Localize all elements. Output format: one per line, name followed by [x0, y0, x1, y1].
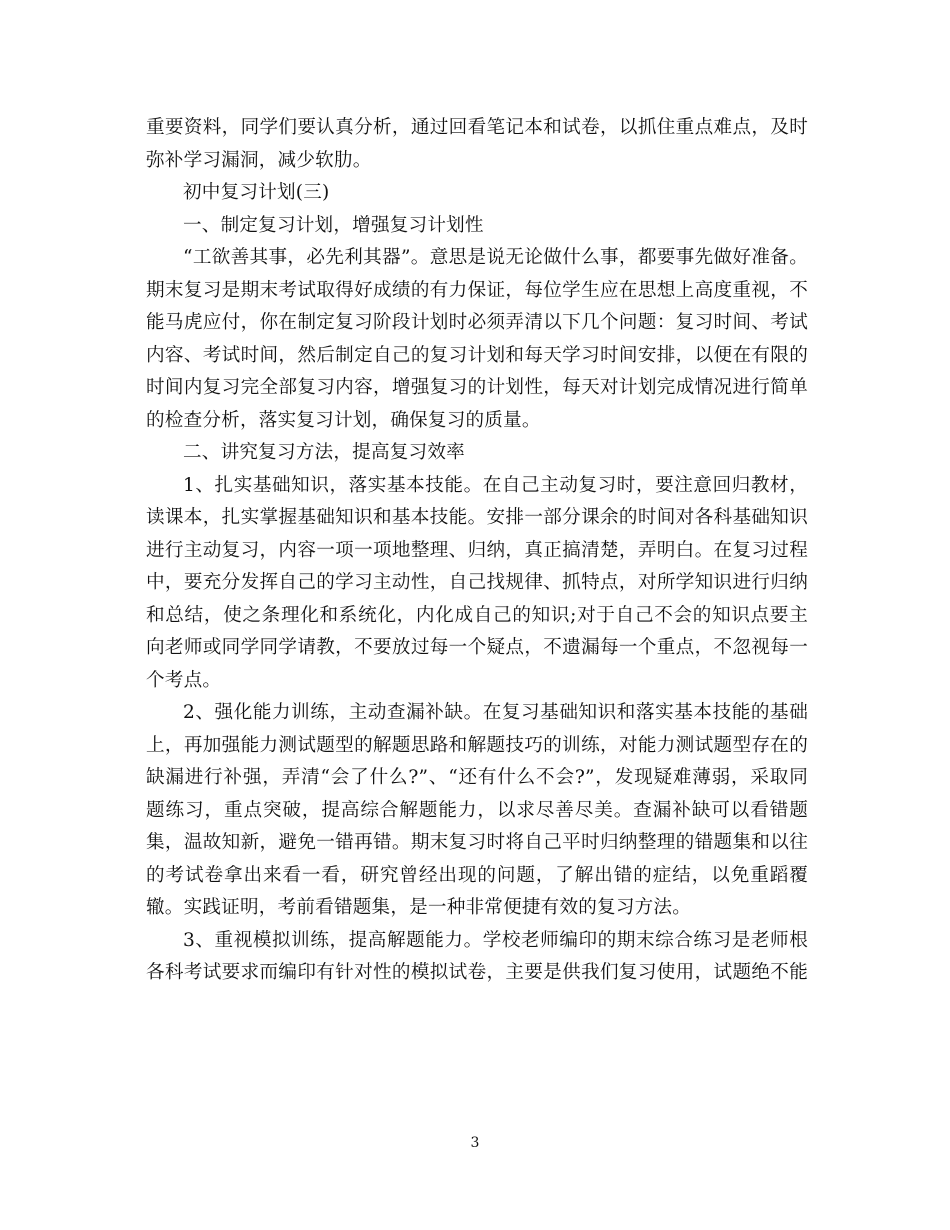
- text-line: 内容、考试时间，然后制定自己的复习计划和每天学习时间安排，以便在有限的: [146, 344, 808, 366]
- text-line: 二、讲究复习方法，提高复习效率: [183, 442, 465, 463]
- text-line: 上，再加强能力测试题型的解题思路和解题技巧的训练，对能力测试题型存在的: [146, 734, 808, 756]
- text-line: 2、强化能力训练，主动查漏补缺。在复习基础知识和落实基本技能的基础: [183, 702, 808, 723]
- text-line: 重要资料，同学们要认真分析，通过回看笔记本和试卷，以抓住重点难点，及时: [146, 117, 808, 138]
- text-line: 期末复习是期末考试取得好成绩的有力保证，每位学生应在思想上高度重视，不: [146, 279, 808, 301]
- text-line: 题练习，重点突破，提高综合解题能力，以求尽善尽美。查漏补缺可以看错题: [146, 799, 808, 821]
- text-line: 缺漏进行补强，弄清“会了什么?”、“还有什么不会?”，发现疑难薄弱，采取同: [146, 767, 808, 788]
- text-line: 和总结，使之条理化和系统化，内化成自己的知识;对于自己不会的知识点要主: [146, 604, 808, 626]
- text-line: 初中复习计划(三): [183, 182, 330, 203]
- text-line: 弥补学习漏洞，减少软肋。: [146, 149, 372, 171]
- text-line: 3、重视模拟训练，提高解题能力。学校老师编印的期末综合练习是老师根: [183, 929, 808, 951]
- text-line: “工欲善其事，必先利其器”。意思是说无论做什么事，都要事先做好准备。: [183, 247, 808, 268]
- text-line: 1、扎实基础知识，落实基本技能。在自己主动复习时，要注意回归教材，: [183, 474, 808, 496]
- text-line: 集，温故知新，避免一错再错。期末复习时将自己平时归纳整理的错题集和以往: [146, 832, 808, 853]
- text-line: 向老师或同学同学请教，不要放过每一个疑点，不遗漏每一个重点，不忽视每一: [146, 637, 808, 658]
- text-line: 能马虎应付，你在制定复习阶段计划时必须弄清以下几个问题：复习时间、考试: [146, 312, 808, 333]
- page-number: 3: [470, 1135, 480, 1151]
- text-line: 个考点。: [146, 669, 222, 691]
- text-line: 各科考试要求而编印有针对性的模拟试卷，主要是供我们复习使用，试题绝不能: [146, 962, 808, 983]
- text-line: 一、制定复习计划，增强复习计划性: [183, 214, 484, 236]
- document-body: [146, 112, 808, 990]
- text-line: 进行主动复习，内容一项一项地整理、归纳，真正搞清楚，弄明白。在复习过程: [146, 539, 808, 561]
- text-line: 读课本，扎实掌握基础知识和基本技能。安排一部分课余的时间对各科基础知识: [146, 507, 808, 528]
- text-line: 中，要充分发挥自己的学习主动性，自己找规律、抓特点，对所学知识进行归纳: [146, 572, 808, 593]
- text-line: 的检查分析，落实复习计划，确保复习的质量。: [146, 409, 541, 431]
- text-line: 辙。实践证明，考前看错题集，是一种非常便捷有效的复习方法。: [146, 897, 692, 918]
- text-line: 时间内复习完全部复习内容，增强复习的计划性，每天对计划完成情况进行简单: [146, 377, 808, 398]
- text-line: 的考试卷拿出来看一看，研究曾经出现的问题，了解出错的症结，以免重蹈覆: [146, 864, 808, 886]
